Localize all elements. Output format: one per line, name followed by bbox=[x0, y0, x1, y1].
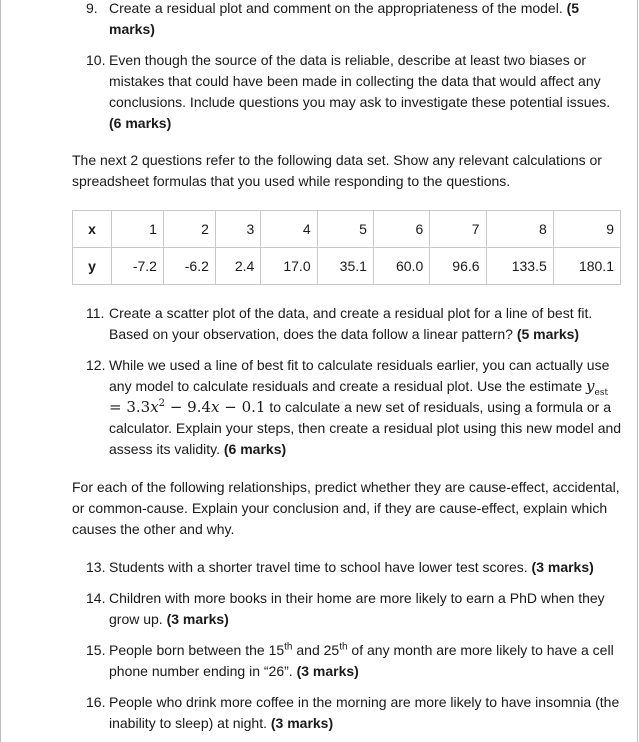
question-number: 13. bbox=[86, 559, 106, 575]
question-number: 15. bbox=[86, 642, 106, 658]
question-number: 9. bbox=[86, 0, 98, 16]
table-cell: 4 bbox=[261, 211, 317, 248]
question-text: Even though the source of the data is reliable, describe at least two biases or mistakes that could have been made in collecting the data that would affect any conclusions. Include questions you may ask to investigate these potential issues. bbox=[109, 52, 611, 110]
table-cell: 1 bbox=[112, 211, 164, 248]
ordinal-suffix: th bbox=[284, 641, 293, 653]
question-12 bbox=[0, 355, 639, 460]
text-part: of any month are more likely to have a cell phone number ending in “26”. bbox=[109, 642, 614, 679]
question-text bbox=[109, 642, 614, 679]
row-header-x: x bbox=[73, 211, 112, 248]
question-marks: (3 marks) bbox=[296, 663, 359, 679]
question-number: 10. bbox=[86, 52, 106, 68]
question-13 bbox=[0, 557, 639, 578]
table-cell: 35.1 bbox=[317, 248, 373, 285]
table-cell: 17.0 bbox=[261, 248, 317, 285]
table-cell: 60.0 bbox=[373, 248, 429, 285]
question-marks: (6 marks) bbox=[223, 441, 287, 457]
question-number: 11. bbox=[86, 305, 105, 321]
instructions-relationships: For each of the following relationships, predict whether they are cause-effect, accidental, or common-cause. Explain your conclusion and, if they are cause-effect, explain which causes the other and why. bbox=[72, 479, 620, 537]
table-cell: -6.2 bbox=[163, 248, 215, 285]
question-9 bbox=[0, 0, 639, 40]
table-cell: 5 bbox=[317, 211, 373, 248]
question-text: Students with a shorter travel time to school have lower test scores. bbox=[109, 559, 528, 575]
instructions-data-set: The next 2 questions refer to the following data set. Show any relevant calculations or spreadsheet formulas that you used while responding to the questions. bbox=[72, 152, 602, 189]
question-text: People who drink more coffee in the morning are more likely to have insomnia (the inability to sleep) at night. bbox=[109, 694, 620, 731]
question-list-middle bbox=[0, 303, 639, 460]
table-row-x bbox=[73, 211, 621, 248]
table-cell: 133.5 bbox=[486, 248, 553, 285]
question-text: Children with more books in their home are more likely to earn a PhD when they grow up. bbox=[109, 590, 605, 627]
question-marks: (3 marks) bbox=[166, 611, 229, 627]
question-number: 14. bbox=[86, 590, 106, 606]
text-part: People born between the 15 bbox=[109, 642, 285, 658]
equation-variable: x bbox=[211, 398, 220, 416]
text-part: and 25 bbox=[292, 642, 340, 658]
question-text: Create a scatter plot of the data, and create a residual plot for a line of best fit. Based on your observation, does the data follow a linear pattern? bbox=[109, 305, 593, 342]
question-10 bbox=[0, 50, 639, 134]
table-cell: -7.2 bbox=[112, 248, 164, 285]
row-header-y: y bbox=[73, 248, 112, 285]
data-table bbox=[72, 210, 621, 285]
question-11 bbox=[0, 303, 639, 345]
table-cell: 3 bbox=[215, 211, 260, 248]
question-marks: (3 marks) bbox=[531, 559, 594, 575]
question-marks: (6 marks) bbox=[109, 115, 172, 131]
question-14 bbox=[0, 588, 639, 630]
equation-variable: y bbox=[586, 377, 595, 395]
equation-term: = 3.3 bbox=[109, 398, 151, 416]
ordinal-suffix: th bbox=[339, 641, 348, 653]
table-cell: 9 bbox=[553, 211, 620, 248]
table-cell: 6 bbox=[373, 211, 429, 248]
equation-term: − 9.4 bbox=[169, 398, 212, 416]
question-list-top bbox=[0, 0, 639, 134]
question-15 bbox=[0, 640, 639, 682]
question-marks: (3 marks) bbox=[270, 715, 334, 731]
table-cell: 7 bbox=[430, 211, 486, 248]
question-text: Create a residual plot and comment on the appropriateness of the model. bbox=[109, 0, 563, 16]
question-list-bottom bbox=[0, 557, 639, 734]
question-number: 16. bbox=[86, 694, 106, 710]
question-marks: (5 marks) bbox=[109, 0, 580, 37]
equation-variable: x bbox=[150, 398, 159, 416]
table-cell: 96.6 bbox=[430, 248, 486, 285]
table-cell: 180.1 bbox=[553, 248, 620, 285]
question-text: to calculate a new set of residuals, using a formula or a calculator. Explain your steps, then create a residual plot using this new model and assess its validity. bbox=[109, 399, 622, 457]
question-text: While we used a line of best fit to calculate residuals earlier, you can actually use any model to calculate residuals and create a residual plot. Use the estimate bbox=[109, 357, 610, 394]
question-16 bbox=[0, 692, 639, 734]
equation-subscript: est bbox=[594, 388, 609, 398]
table-cell: 2.4 bbox=[215, 248, 260, 285]
equation-term: − 0.1 bbox=[224, 398, 266, 416]
table-cell: 8 bbox=[486, 211, 553, 248]
question-marks: (5 marks) bbox=[516, 326, 580, 342]
table-cell: 2 bbox=[163, 211, 215, 248]
question-number: 12. bbox=[86, 357, 106, 373]
equation-exponent: 2 bbox=[158, 398, 166, 409]
table-row-y bbox=[73, 248, 621, 285]
